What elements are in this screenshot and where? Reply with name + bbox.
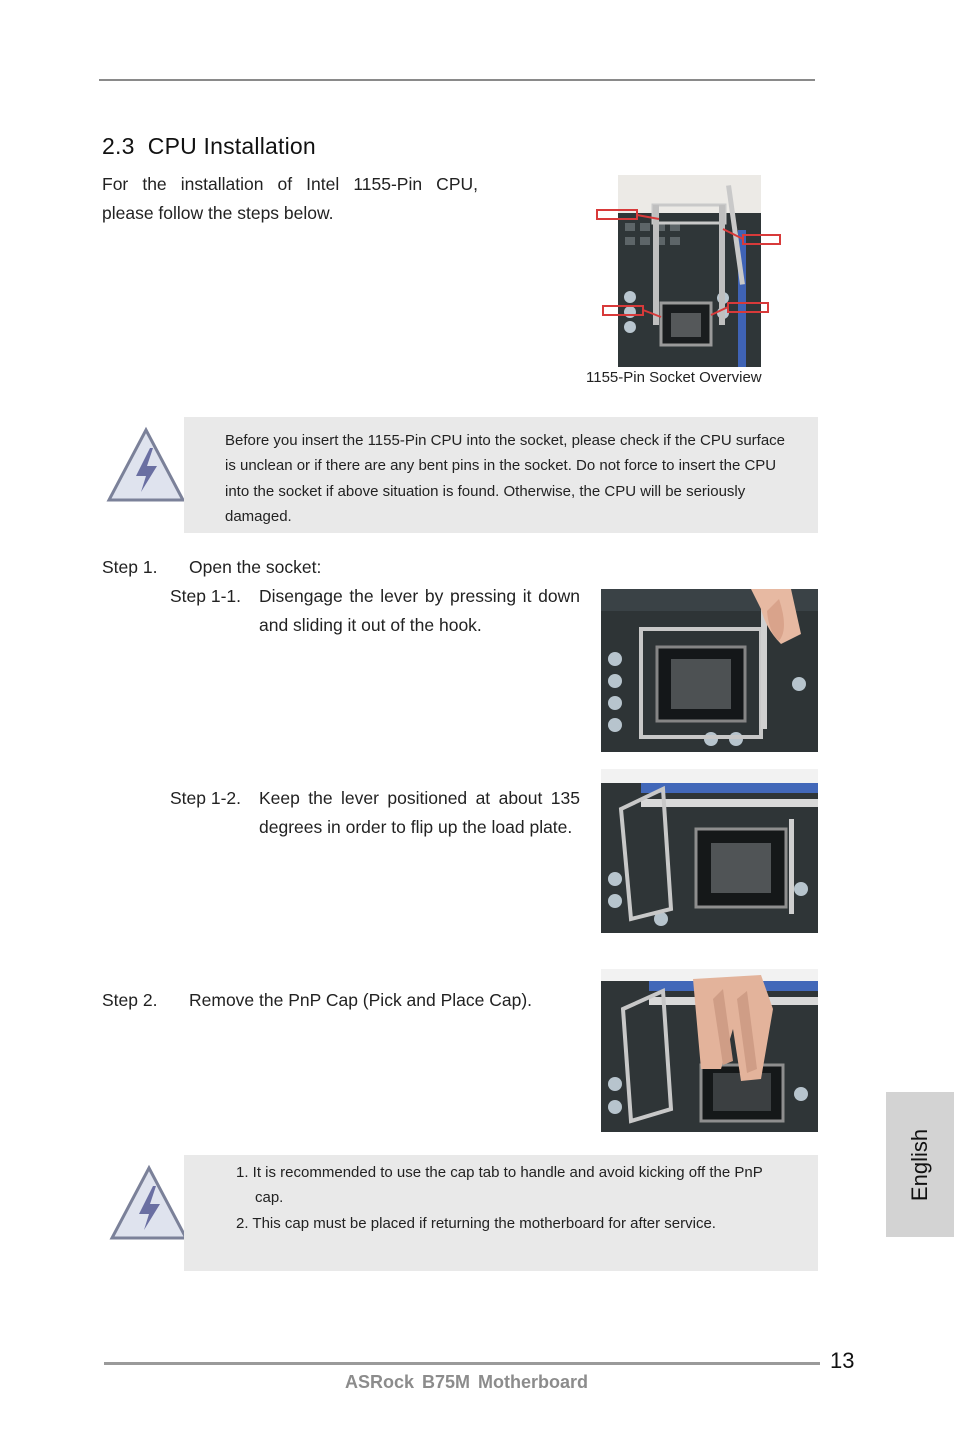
step-2-photo xyxy=(601,969,818,1132)
socket-overview-image xyxy=(595,175,782,367)
warning-note-2-list xyxy=(236,1160,776,1236)
step-1-2-label: Step 1-2. xyxy=(170,788,242,808)
step-1-label: Step 1. xyxy=(102,557,158,577)
warning-note-2-item-1: 1. It is recommended to use the cap tab to handle and avoid kicking off the PnP cap. xyxy=(236,1164,763,1207)
step-2-label: Step 2. xyxy=(102,990,158,1010)
step-2-image xyxy=(601,969,818,1132)
step-1-2-photo xyxy=(601,769,818,933)
step-1 xyxy=(102,557,582,581)
step-2-text: Remove the PnP Cap (Pick and Place Cap). xyxy=(189,990,533,1010)
step-1-1 xyxy=(170,582,582,646)
socket-overview-photo xyxy=(595,175,782,367)
section-number: 2.3 xyxy=(102,133,135,159)
intro-paragraph xyxy=(102,170,478,228)
page-number: 13 xyxy=(830,1348,855,1373)
warning-icon-1 xyxy=(105,426,187,509)
bottom-rule xyxy=(104,1362,820,1365)
step-1-2-image xyxy=(601,769,818,933)
section-heading: CPU Installation xyxy=(147,133,316,159)
warning-note-2 xyxy=(184,1155,818,1271)
step-1-text: Open the socket: xyxy=(189,557,322,577)
step-1-1-image xyxy=(601,589,818,752)
warning-icon-2 xyxy=(108,1164,190,1247)
step-1-2-text: Keep the lever positioned at about 135 degrees in order to flip up the load plate. xyxy=(259,788,580,837)
warning-note-1 xyxy=(184,417,818,533)
section-title xyxy=(102,133,316,160)
socket-overview-caption: 1155-Pin Socket Overview xyxy=(586,369,762,386)
language-tab xyxy=(886,1092,954,1237)
step-1-1-label: Step 1-1. xyxy=(170,586,242,606)
warning-lightning-icon xyxy=(105,426,187,504)
footer-product-name: ASRock B75M Motherboard xyxy=(345,1372,589,1392)
top-rule xyxy=(99,79,815,81)
step-1-2 xyxy=(170,784,582,876)
warning-lightning-icon xyxy=(108,1164,190,1242)
language-tab-label: English xyxy=(907,1128,932,1201)
step-2 xyxy=(102,990,582,1014)
step-1-1-text: Disengage the lever by pressing it down and sliding it out of the hook. xyxy=(259,586,580,635)
intro-line-1: For the installation of Intel 1155-Pin CPU, xyxy=(102,174,478,194)
warning-note-1-text: Before you insert the 1155-Pin CPU into the socket, please check if the CPU surface is unclean or if there are any bent pins in the socket. Do not force to insert the CPU into the socket if above situation is found. Otherwise, the CPU will be seriously damaged. xyxy=(225,432,786,525)
step-1-1-photo xyxy=(601,589,818,752)
warning-note-2-item-2: 2. This cap must be placed if returning the motherboard for after service. xyxy=(236,1214,716,1232)
intro-line-2: please follow the steps below. xyxy=(102,203,334,223)
